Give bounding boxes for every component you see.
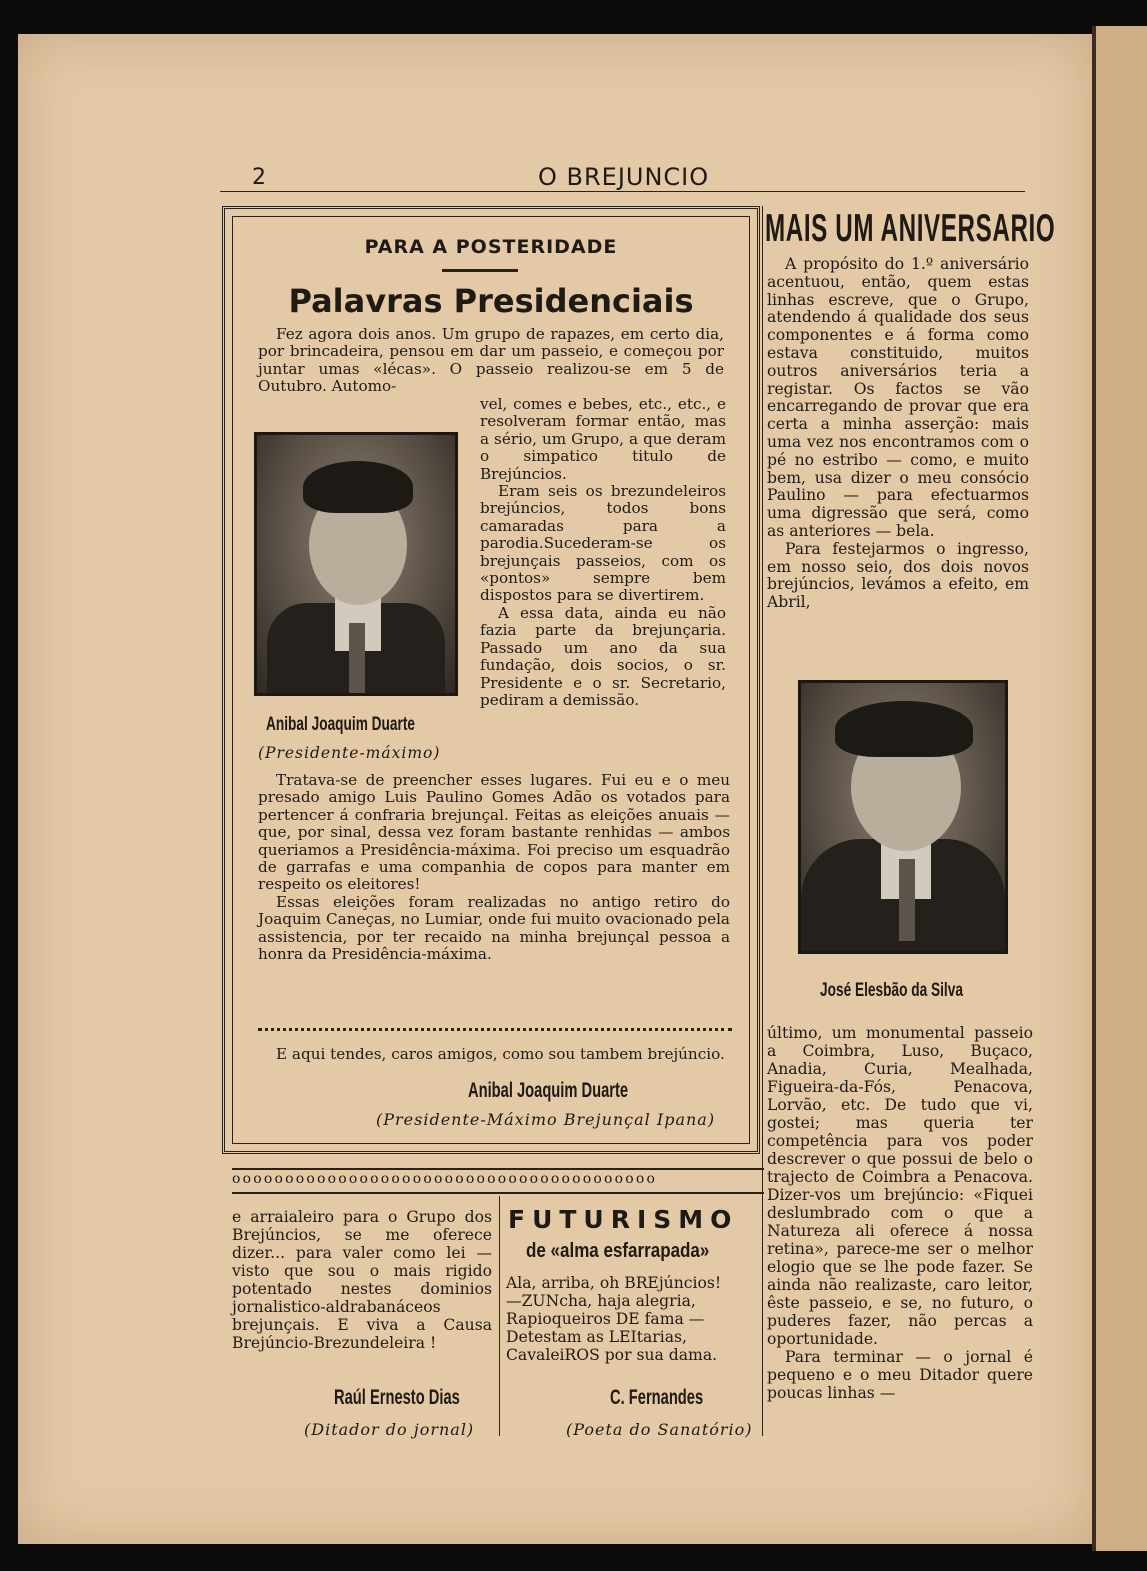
poem-line: —ZUNcha, haja alegria, xyxy=(506,1292,696,1310)
right-article-headline: MAIS UM ANIVERSARIO xyxy=(765,207,1056,250)
article-signature-role: (Presidente-Máximo Brejunçal Ipana) xyxy=(376,1110,716,1129)
article-closing: E aqui tendes, caros amigos, como sou tambem brejúncio. xyxy=(276,1045,725,1063)
poem-line: Detestam as LEItarias, xyxy=(506,1328,687,1346)
article-right-column: vel, comes e bebes, etc., etc., e resolveram formar então, mas a sério, um Grupo, a que deram o simpatico titulo de Brejúncios. Eram seis os brezundeleiros brejúncios, todos bons camaradas para a parodia.Sucederam-se os brejunçais passeios, com os «pontos» sempre bem dispostos para se divertirem. A essa data, ainda eu não fazia parte da brejunçaria. Passado um ano da sua fundação, dois socios, o sr. Presidente e o sr. Secretario, pediram a demissão. xyxy=(480,395,726,709)
futurismo-signature-role: (Poeta do Sanatório) xyxy=(566,1420,753,1439)
right-article-text-top: A propósito do 1.º aniversário acentuou, então, quem estas linhas escreve, que o Grupo, atendendo á qualidade dos seus componentes e á forma como estava constituido, muitos outros aniversários teria a registar. Os factos se vão encarregando de provar que era certa a minha asserção: mais uma vez nos encontramos com o pé no estribo — como, e muito bem, usa dizer o meu consócio Paulino — para efectuarmos uma digressão que será, como as anteriores — bela. Para festejarmos o ingresso, em nosso seio, dos dois novos brejúncios, levámos a efeito, em Abril, xyxy=(767,255,1029,612)
bottom-left-signature-role: (Ditador do jornal) xyxy=(304,1420,475,1439)
article-intro: Fez agora dois anos. Um grupo de rapazes, em certo dia, por brincadeira, pensou em dar um passeio, e começou por juntar umas «lécas». O passeio realizou-se em 5 de Outubro. Automo- xyxy=(258,325,724,396)
portrait-photo-jose xyxy=(798,680,1008,954)
right-article-text-bottom: último, um monumental passeio a Coimbra, Luso, Buçaco, Anadia, Curia, Mealhada, Figueira-da-Fós, Penacova, Lorvão, etc. De tudo que vi, gostei; mas queria ter competência para vos poder descrever o que possui de belo o trajecto de Coimbra a Penacova. Dizer-vos um brejúncio: «Fiquei deslumbrado com o que a Natureza ali oferece á nossa retina», parece-me ser o melhor elogio que se lhe pode fazer. Se ainda não realizaste, caro leitor, êste passeio, e se, no futuro, o puderes fazer, não percas a oportunidade. Para terminar — o jornal é pequeno e o meu Ditador quere poucas linhas — xyxy=(767,1024,1033,1402)
poem-line: Rapioqueiros DE fama — xyxy=(506,1310,705,1328)
article-kicker: PARA A POSTERIDADE xyxy=(364,236,618,258)
futurismo-poem xyxy=(506,1274,768,1364)
futurismo-title: FUTURISMO xyxy=(508,1205,739,1234)
photo-caption-name: Anibal Joaquim Duarte xyxy=(266,714,415,735)
article-headline: Palavras Presidenciais xyxy=(288,282,694,320)
article-full-width-text: Tratava-se de preencher esses lugares. Fui eu e o meu presado amigo Luis Paulino Gomes Adão os votados para pertencer á confraria brejunçal. Feitas as eleições anuais — que, por sinal, dessa vez foram bastante renhidas — ambos queriamos a Presidência-máxima. Foi preciso um esquadrão de garrafas e uma companhia de copos para manter em respeito os eleitores! Essas eleições foram realizadas no antigo retiro do Joaquim Caneças, no Lumiar, onde fui muito ovacionado pela assistencia, por ter recaido na minha brejunçal pessoa a honra da Presidência-máxima. xyxy=(258,771,730,964)
column-rule-right xyxy=(762,206,763,1436)
adjacent-page-edge xyxy=(1096,26,1147,1551)
photo-caption-role: (Presidente-máximo) xyxy=(258,744,441,762)
bottom-left-text: e arraialeiro para o Grupo dos Brejúncios, se me oferece dizer... para valer como lei — visto que sou o mais rigido potentado nestes dominios jornalistico-aldrabanáceos brejunçais. E viva a Causa Brejúncio-Brezundeleira ! xyxy=(232,1208,492,1352)
article-signature-name: Anibal Joaquim Duarte xyxy=(468,1079,629,1102)
header-rule xyxy=(220,191,1025,192)
page-number: 2 xyxy=(252,165,266,190)
dotted-separator xyxy=(258,1028,732,1031)
futurismo-subtitle: de «alma esfarrapada» xyxy=(526,1240,710,1262)
column-rule-bottom xyxy=(499,1196,500,1436)
kicker-rule xyxy=(442,269,518,272)
futurismo-signature-name: C. Fernandes xyxy=(610,1386,704,1409)
circle-separator: oooooooooooooooooooooooooooooooooooooooo xyxy=(232,1168,764,1194)
poem-line: CavaleiROS por sua dama. xyxy=(506,1346,718,1364)
bottom-left-signature-name: Raúl Ernesto Dias xyxy=(334,1386,460,1409)
right-photo-caption-name: José Elesbão da Silva xyxy=(820,980,963,1001)
poem-line: Ala, arriba, oh BREjúncios! xyxy=(506,1274,722,1292)
portrait-photo-president xyxy=(254,432,458,696)
newspaper-title: O BREJUNCIO xyxy=(538,163,710,191)
